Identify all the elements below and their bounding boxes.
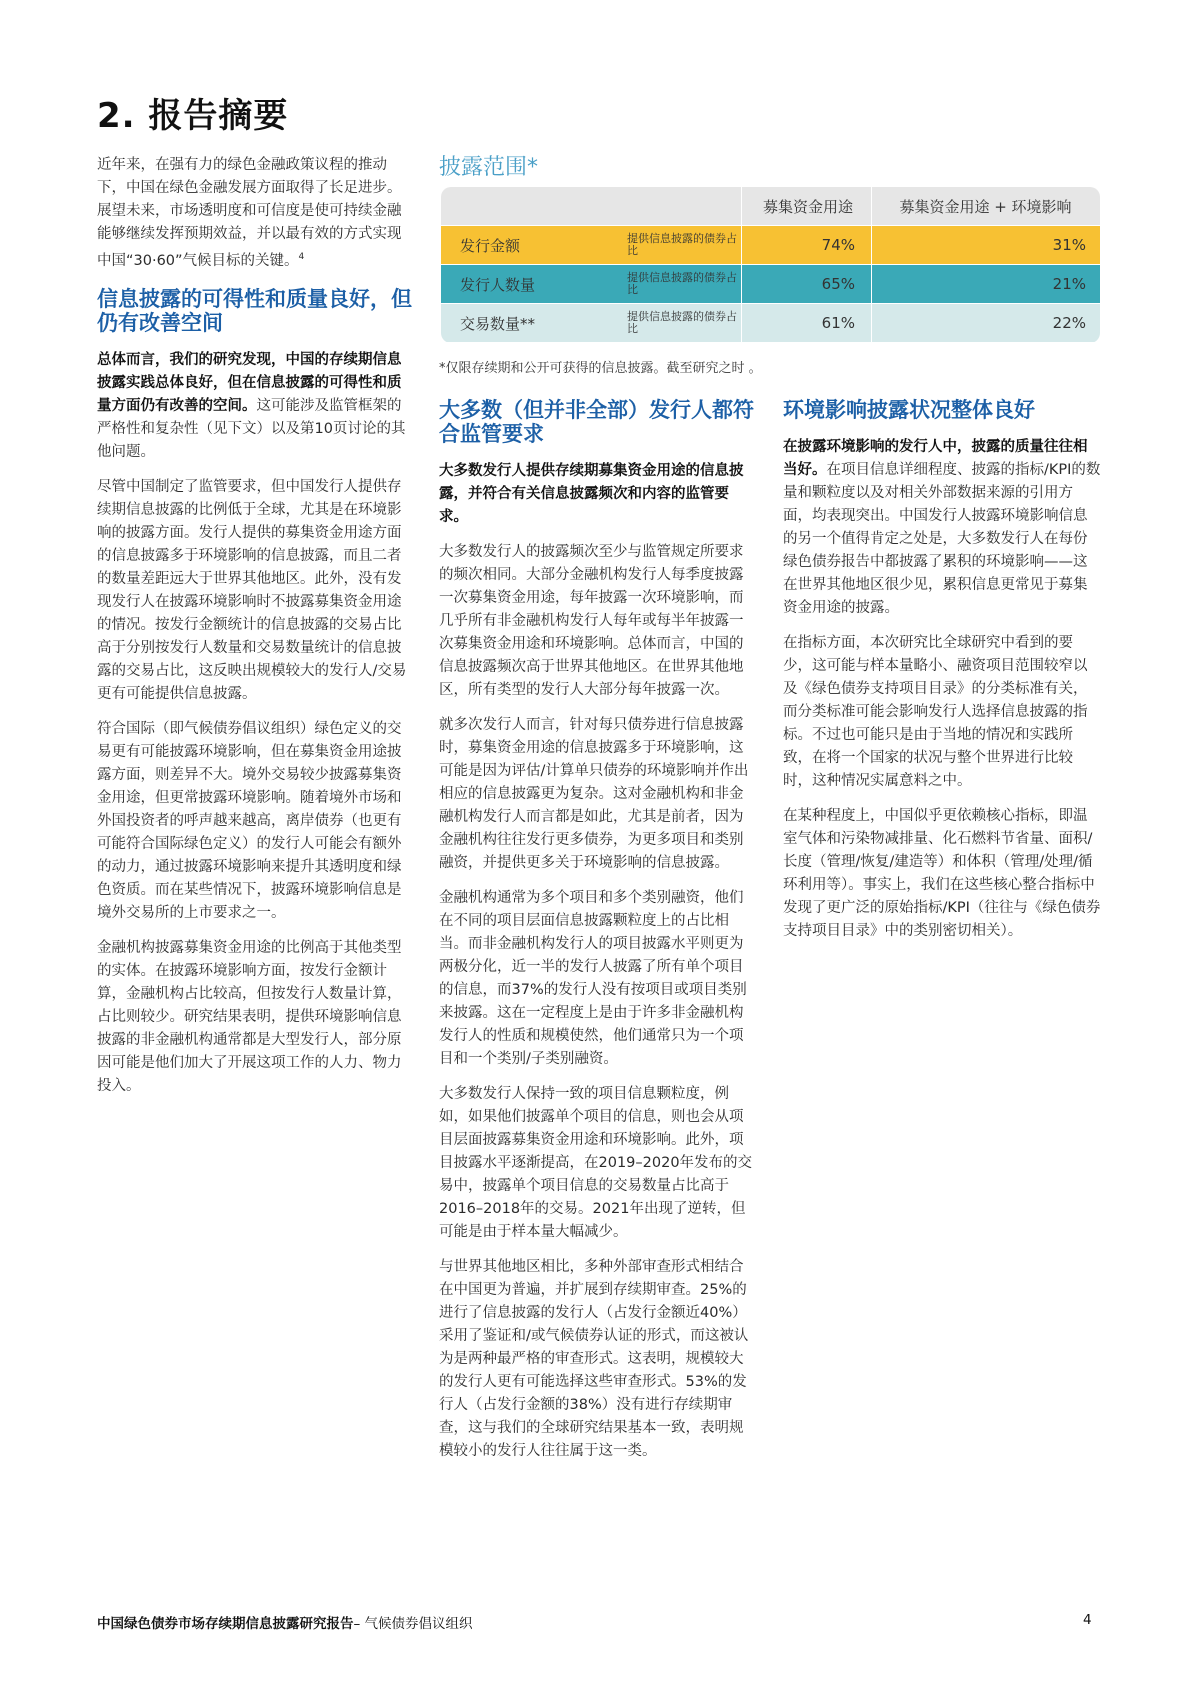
table-row: [441, 226, 1100, 264]
value-use-of-proceeds-impact: 21%: [1052, 275, 1086, 293]
row-label: 发行人数量: [460, 275, 536, 294]
section-heading: 信息披露的可得性和质量良好，但仍有改善空间: [97, 286, 412, 335]
paragraph: 在指标方面，本次研究比全球研究中看到的要少，这可能与样本量略小、融资项目范围较窄以及《绿色债券支持项目目录》的分类标准有关，而分类标准可能会影响发行人选择信息披露的指标。不过也可能只是由于当地的情况和实践所致，在将一个国家的状况与整个世界进行比较时，这种情况实属意料之中。: [783, 635, 1088, 789]
row-sublabel: 提供信息披露的债券占比: [627, 271, 737, 296]
paragraph: 金融机构通常为多个项目和多个类别融资，他们在不同的项目层面信息披露颗粒度上的占比相当。而非金融机构发行人的项目披露水平则更为两极分化，近一半的发行人披露了所有单个项目的信息，而37%的发行人没有按项目或项目类别来披露。这在一定程度上是由于许多非金融机构发行人的性质和规模使然，他们通常只为一个项目和一个类别/子类别融资。: [439, 890, 747, 1067]
paragraph: 在披露环境影响的发行人中，披露的质量往往相当好。在项目信息详细程度、披露的指标/KPI的数量和颗粒度以及对相关外部数据来源的引用方面，均表现突出。中国发行人披露环境影响信息的另一个值得肯定之处是，大多数发行人在每份绿色债券报告中都披露了累积的环境影响——这在世界其他地区很少见，累积信息更常见于募集资金用途的披露。: [783, 439, 1101, 616]
paragraph: 与世界其他地区相比，多种外部审查形式相结合在中国更为普遍，并扩展到存续期审查。25%的进行了信息披露的发行人（占发行金额近40%）采用了鉴证和/或气候债券认证的形式，而这被认为是两种最严格的审查形式。这表明，规模较大的发行人更有可能选择这些审查形式。53%的发行人（占发行金额的38%）没有进行存续期审查，这与我们的全球研究结果基本一致，表明规模较小的发行人往往属于这一类。: [439, 1259, 749, 1459]
row-sublabel: 提供信息披露的债券占比: [627, 232, 737, 257]
disclosure-table: [441, 187, 1100, 343]
column-middle: [439, 398, 757, 1475]
footnote-ref: 4: [298, 252, 305, 262]
column-right: [783, 398, 1101, 955]
footer-title: 中国绿色债券市场存续期信息披露研究报告– 气候债券倡议组织: [97, 1616, 473, 1632]
table-row: [441, 304, 1100, 342]
section-heading: 环境影响披露状况整体良好: [783, 398, 1035, 422]
value-use-of-proceeds: 61%: [821, 314, 855, 332]
row-label: 交易数量**: [460, 314, 536, 333]
column-divider: [871, 187, 872, 343]
table-header-cell: 募集资金用途 + 环境影响: [899, 197, 1072, 216]
paragraph: 就多次发行人而言，针对每只债券进行信息披露时，募集资金用途的信息披露多于环境影响，这可能是因为评估/计算单只债券的环境影响并作出相应的信息披露更为复杂。这对金融机构和非金融机构发行人而言都是如此，尤其是前者，因为金融机构往往发行更多债券，为更多项目和类别融资，并提供更多关于环境影响的信息披露。: [439, 717, 749, 871]
row-sublabel: 提供信息披露的债券占比: [627, 310, 737, 335]
row-label: 发行金额: [460, 236, 521, 255]
paragraph: 总体而言，我们的研究发现，中国的存续期信息披露实践总体良好，但在信息披露的可得性和质量方面仍有改善的空间。这可能涉及监管框架的严格性和复杂性（见下文）以及第10页讨论的其他问题。: [97, 351, 406, 460]
paragraph: 大多数发行人的披露频次至少与监管规定所要求的频次相同。大部分金融机构发行人每季度披露一次募集资金用途，每年披露一次环境影响，而几乎所有非金融机构发行人每年或每半年披露一次募集资金用途和环境影响。总体而言，中国的信息披露频次高于世界其他地区。在世界其他地区，所有类型的发行人大部分每年披露一次。: [439, 544, 744, 698]
paragraph: 在某种程度上，中国似乎更依赖核心指标，即温室气体和污染物减排量、化石燃料节省量、面积/长度（管理/恢复/建造等）和体积（管理/处理/循环利用等）。事实上，我们在这些核心整合指标中发现了更广泛的原始指标/KPI（往往与《绿色债券支持项目目录》中的类别密切相关）。: [783, 808, 1101, 939]
table-header-cell: 募集资金用途: [762, 197, 853, 216]
paragraph: 大多数发行人保持一致的项目信息颗粒度，例如，如果他们披露单个项目的信息，则也会从项目层面披露募集资金用途和环境影响。此外，项目披露水平逐渐提高，在2019–2020年发布的交易中，披露单个项目信息的交易数量占比高于2016–2018年的交易。2021年出现了逆转，但可能是由于样本量大幅减少。: [439, 1086, 753, 1240]
value-use-of-proceeds: 74%: [821, 236, 855, 254]
paragraph: 金融机构披露募集资金用途的比例高于其他类型的实体。在披露环境影响方面，按发行金额计算，金融机构占比较高，但按发行人数量计算，占比则较少。研究结果表明，提供环境影响信息披露的非金融机构通常都是大型发行人，部分原因可能是他们加大了开展这项工作的人力、物力投入。: [97, 939, 402, 1094]
paragraph: 大多数发行人提供存续期募集资金用途的信息披露，并符合有关信息披露频次和内容的监管要求。: [439, 463, 744, 525]
page-title: 2. 报告摘要: [97, 96, 289, 136]
value-use-of-proceeds-impact: 31%: [1052, 236, 1086, 254]
table-footnote: *仅限存续期和公开可获得的信息披露。截至研究之时 。: [439, 361, 762, 376]
table-title: 披露范围*: [439, 155, 539, 180]
table-row: [441, 265, 1100, 303]
section-heading: 大多数（但并非全部）发行人都符合监管要求: [439, 398, 754, 446]
paragraph: 符合国际（即气候债券倡议组织）绿色定义的交易更有可能披露环境影响，但在募集资金用途披露方面，则差异不大。境外交易较少披露募集资金用途，但更常披露环境影响。随着境外市场和外国投资者的呼声越来越高，离岸债券（也更有可能符合国际绿色定义）的发行人可能会有额外的动力，通过披露环境影响来提升其透明度和绿色资质。而在某些情况下，披露环境影响信息是境外交易所的上市要求之一。: [97, 720, 402, 921]
column-divider: [741, 187, 742, 343]
value-use-of-proceeds-impact: 22%: [1052, 314, 1086, 332]
intro-paragraph: 近年来，在强有力的绿色金融政策议程的推动下，中国在绿色金融发展方面取得了长足进步。展望未来，市场透明度和可信度是使可持续金融能够继续发挥预期效益，并以最有效的方式实现中国“30·60”气候目标的关键。$^4$: [97, 157, 402, 269]
paragraph: 尽管中国制定了监管要求，但中国发行人提供存续期信息披露的比例低于全球，尤其是在环境影响的披露方面。发行人提供的募集资金用途方面的信息披露多于环境影响的信息披露，而且二者的数量差距远大于世界其他地区。此外，没有发现发行人在披露环境影响时不披露募集资金用途的情况。按发行金额统计的信息披露的交易占比高于分别按发行人数量和交易数量统计的信息披露的交易占比，这反映出规模较大的发行人/交易更有可能提供信息披露。: [97, 478, 407, 702]
table-header-row: [441, 187, 1100, 225]
value-use-of-proceeds: 65%: [821, 275, 855, 293]
column-left: [97, 154, 415, 1110]
page-number: 4: [1083, 1612, 1092, 1628]
